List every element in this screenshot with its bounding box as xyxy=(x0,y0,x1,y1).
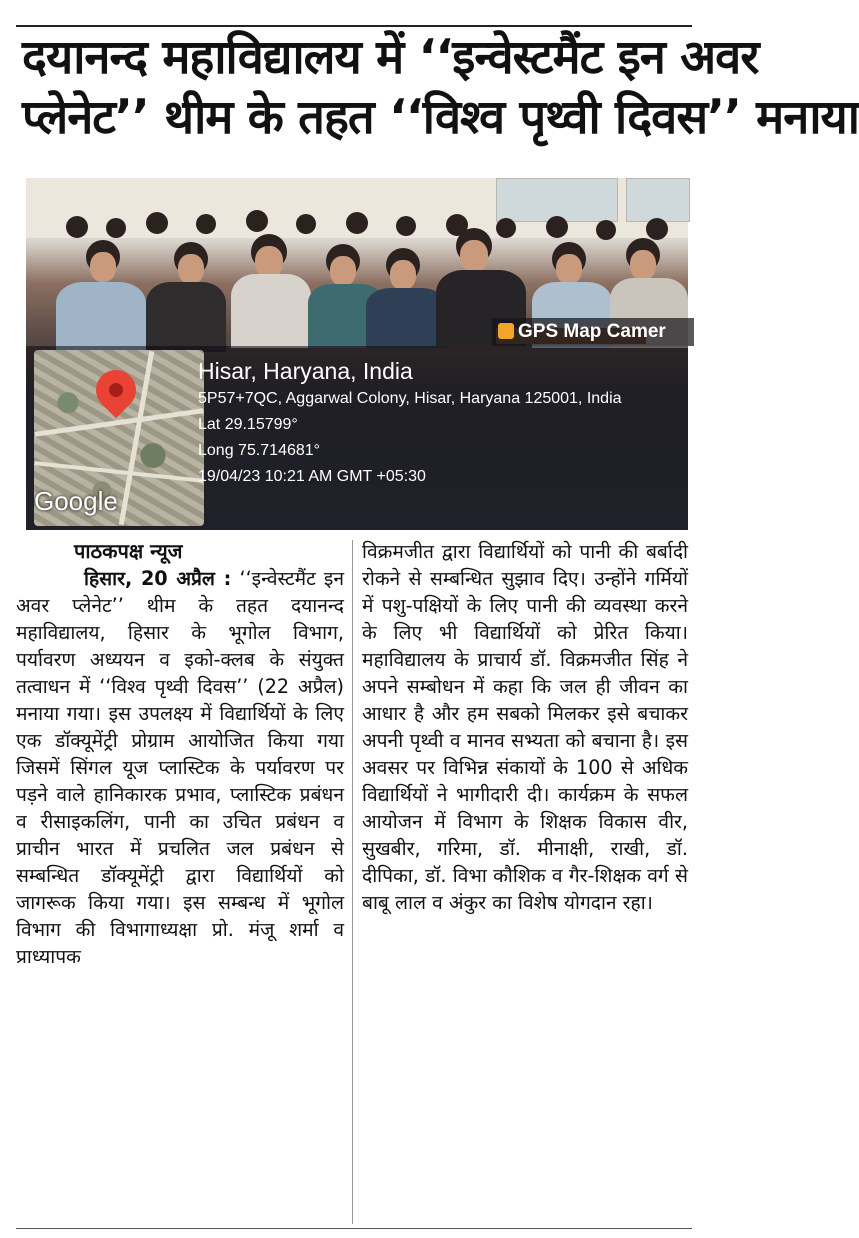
student-face xyxy=(460,240,488,272)
gps-badge-label: GPS Map Camer xyxy=(518,321,666,342)
byline: पाठकपक्ष न्यूज xyxy=(74,539,183,563)
geo-address: 5P57+7QC, Aggarwal Colony, Hisar, Haryana 125001, India xyxy=(198,390,622,407)
headline-line-1: दयानन्द महाविद्यालय में ‘‘इन्वेस्टमैंट इन अवर xyxy=(22,30,759,85)
location-map xyxy=(34,350,204,526)
column-divider xyxy=(352,540,353,1224)
student-head xyxy=(106,218,126,238)
student-shirt xyxy=(56,282,146,352)
top-rule xyxy=(16,25,692,27)
geo-info xyxy=(198,356,688,490)
student-head xyxy=(396,216,416,236)
student-face xyxy=(330,256,356,286)
article-column-1 xyxy=(16,538,344,970)
headline xyxy=(22,28,859,178)
student-face xyxy=(178,254,204,284)
student-face xyxy=(390,260,416,290)
column-1-paragraph xyxy=(16,565,344,970)
column-2-text: विक्रमजीत द्वारा विद्यार्थियों को पानी की बर्बादी रोकने से सम्बन्धित सुझाव दिए। उन्होंने गर्मियों में पशु-पक्षियों के लिए पानी की व्यवस्था करने के लिए भी विद्यार्थियों को प्रेरित किया। महाविद्यालय के प्राचार्य डॉ. विक्रमजीत सिंह ने अपने सम्बोधन में कहा कि जल ही जीवन का आधार है और हम सबको मिलकर इसे बचाकर अपनी पृथ्वी व मानव सभ्यता को बचाना है। इस अवसर पर विभिन्न संकायों के 100 से अधिक विद्यार्थियों ने भागीदारी दी। कार्यक्रम के सफल आयोजन में विभाग के शिक्षक विकास वीर, सुखबीर, गरिमा, डॉ. मीनाक्षी, राखी, डॉ. दीपिका, डॉ. विभा कौशिक व गैर-शिक्षक वर्ग से बाबू लाल व अंकुर का विशेष योगदान रहा। xyxy=(362,540,688,914)
map-pin-icon xyxy=(88,362,145,419)
student-head xyxy=(196,214,216,234)
student-head xyxy=(496,218,516,238)
student-face xyxy=(90,252,116,282)
student-head xyxy=(66,216,88,238)
student-head xyxy=(346,212,368,234)
google-logo: Google xyxy=(34,486,118,516)
event-photo xyxy=(26,178,688,530)
dateline: हिसार, 20 अप्रैल : xyxy=(84,567,232,590)
student-head xyxy=(646,218,668,240)
geo-location: Hisar, Haryana, India xyxy=(198,358,413,384)
student-shirt xyxy=(366,288,446,348)
map-road xyxy=(34,461,203,483)
geo-longitude: Long 75.714681° xyxy=(198,442,321,459)
gps-camera-icon xyxy=(498,323,514,339)
student-shirt xyxy=(146,282,226,352)
student-head xyxy=(246,210,268,232)
student-face xyxy=(556,254,582,284)
student-face xyxy=(630,250,656,280)
student-head xyxy=(146,212,168,234)
student-head xyxy=(296,214,316,234)
geo-timestamp: 19/04/23 10:21 AM GMT +05:30 xyxy=(198,468,426,485)
bottom-rule xyxy=(16,1228,692,1229)
geo-latitude: Lat 29.15799° xyxy=(198,416,298,433)
photo-window xyxy=(626,178,690,222)
student-head xyxy=(596,220,616,240)
headline-line-2: प्लेनेट’’ थीम के तहत ‘‘विश्व पृथ्वी दिवस’’ मनाया xyxy=(22,90,859,145)
article-column-2 xyxy=(362,538,688,916)
column-1-text: ‘‘इन्वेस्टमैंट इन अवर प्लेनेट’’ थीम के तहत दयानन्द महाविद्यालय, हिसार के भूगोल विभाग, पर्यावरण अध्ययन व इको-क्लब के संयुक्त तत्वाधन में ‘‘विश्व पृथ्वी दिवस’’ (22 अप्रैल) मनाया गया। इस उपलक्ष्य में विद्यार्थियों के लिए एक डॉक्यूमेंट्री प्रोग्राम आयोजित किया गया जिसमें सिंगल यूज प्लास्टिक के पर्यावरण पर पड़ने वाले हानिकारक प्रभाव, प्लास्टिक प्रबंधन व रीसाइकलिंग, पानी का उचित प्रबंधन व प्राचीन भारत में प्रचलित जल प्रबंधन से सम्बन्धित डॉक्यूमेंट्री द्वारा विद्यार्थियों को जागरूक किया गया। इस सम्बन्ध में भूगोल विभाग की विभागाध्यक्षा प्रो. मंजू शर्मा व प्राध्यापक xyxy=(16,567,344,968)
gps-map-camera-badge xyxy=(492,318,694,346)
student-head xyxy=(546,216,568,238)
student-shirt xyxy=(231,274,311,348)
